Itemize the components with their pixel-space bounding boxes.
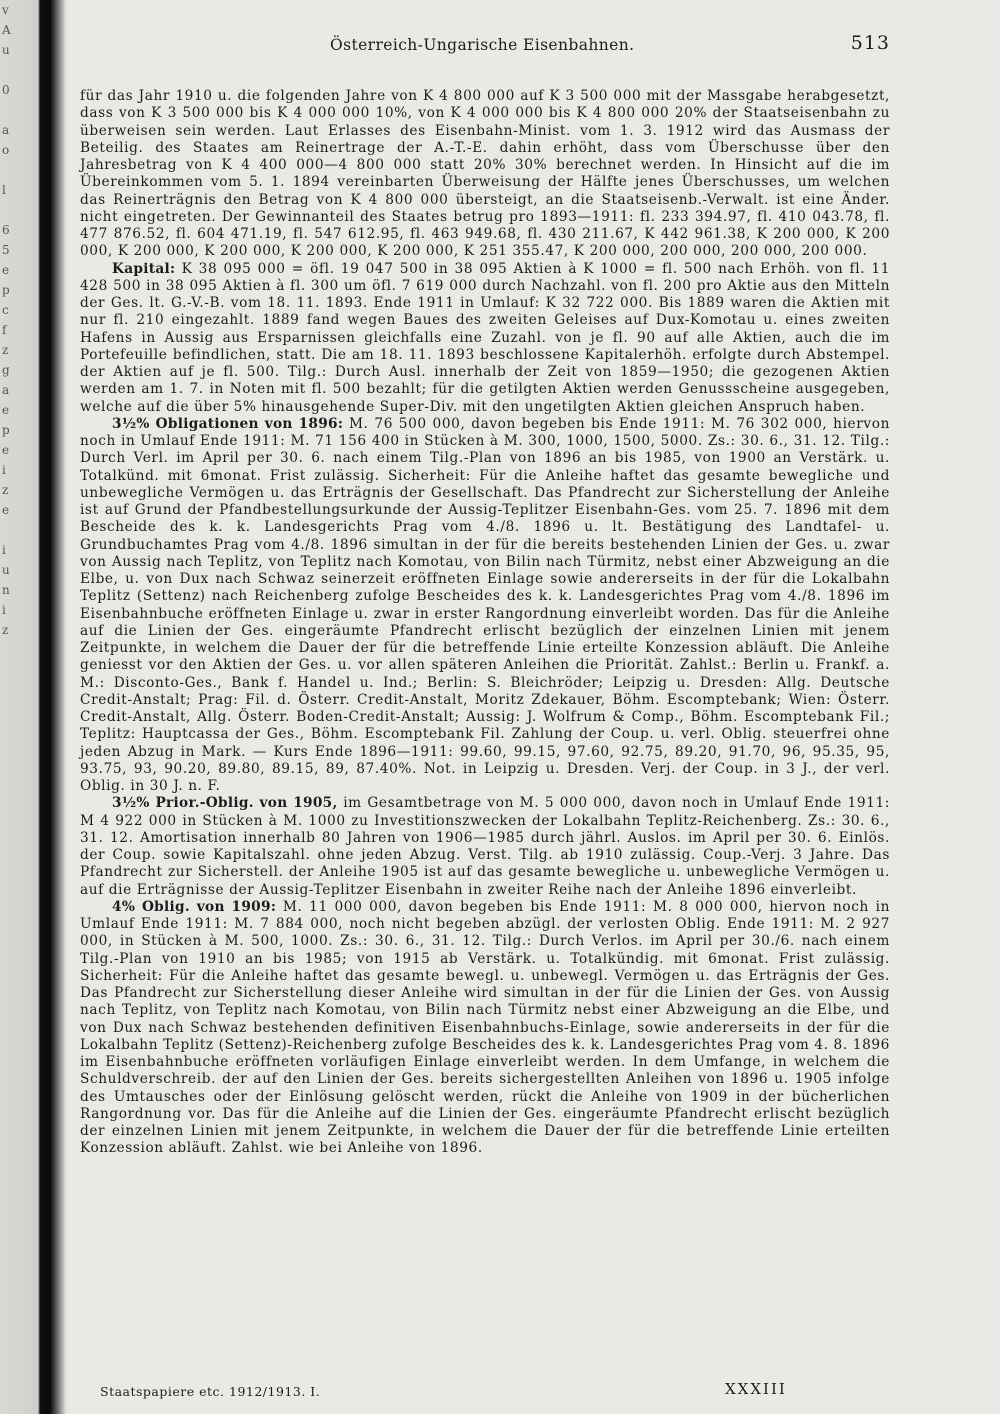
- paragraph-body: im Gesamtbetrage von M. 5 000 000, davon noch in Umlauf Ende 1911: M 4 922 000 in Stücken à M. 1000 zu Investitionszwecken der Lokalbahn Teplitz-Reichenberg. Zs.: 30. 6., 31. 12. Amortisation innerhalb 80 Jahren von 1906—1985 durch jährl. Auslos. im April per 30. 6. Einlös. der Coup. sowie Kapitalszahl. ohne jeden Abzug. Verst. Tilg. ab 1910 zulässig. Coup.-Verj. 3 Jahre. Das Pfandrecht zur Sicherstell. der Anleihe 1905 ist auf das gesamte bewegliche u. unbewegliche Vermögen u. auf die Erträgnisse der Aussig-Teplitzer Eisenbahn in zweiter Reihe nach der Anleihe 1896 einverleibt.: [80, 795, 890, 898]
- previous-page-fragment: 6: [2, 223, 10, 237]
- paragraph-body: für das Jahr 1910 u. die folgenden Jahre von K 4 800 000 auf K 3 500 000 mit der Massgabe herabgesetzt, dass von K 3 500 000 bis K 4 000 000 10%, von K 4 000 000 bis K 4 800 000 20% der Staatseisenbahn zu überweisen sein werden. Laut Erlasses des Eisenbahn-Minist. vom 1. 3. 1912 wird das Ausmass der Beteilig. des Staates am Reinertrage der A.-T.-E. dahin erhöht, dass vom Überschusse über den Jahresbetrag von K 4 400 000—4 800 000 statt 20% 30% berechnet werden. In Hinsicht auf die im Übereinkommen vom 5. 1. 1894 vereinbarten Überweisung der Hälfte jenes Überschusses, um welchen das Reinerträgnis den Betrag von K 4 800 000 übersteigt, an die Staatseisenb.-Verwalt. ist eine Änder. nicht eingetreten. Der Gewinnanteil des Staates betrug pro 1893—1911: fl. 233 394.97, fl. 410 043.78, fl. 477 876.52, fl. 604 471.19, fl. 547 612.95, fl. 463 949.68, fl. 430 211.67, K 442 961.38, K 200 000, K 200 000, K 200 000, K 200 000, K 200 000, K 200 000, K 251 355.47, K 200 000, 200 000, 200 000, 200 000.: [80, 88, 890, 260]
- previous-page-fragment: [0, 520, 40, 540]
- previous-page-edge: [0, 0, 40, 1414]
- previous-page-fragment: 0: [2, 83, 10, 97]
- body-text: [80, 88, 890, 1158]
- book-page: [80, 30, 890, 1400]
- paragraph-heading: 4% Oblig. von 1909:: [112, 898, 277, 915]
- previous-page-fragment: g: [2, 363, 10, 377]
- signature-mark: XXXIII: [725, 1380, 787, 1398]
- footer-source: Staatspapiere etc. 1912/1913. I.: [100, 1384, 321, 1399]
- page-number: 513: [850, 32, 890, 54]
- paragraph-body: M. 76 500 000, davon begeben bis Ende 1911: M. 76 302 000, hiervon noch in Umlauf Ende 1911: M. 71 156 400 in Stücken à M. 300, 1000, 1500, 5000. Zs.: 30. 6., 31. 12. Tilg.: Durch Verl. im April per 30. 6. nach einem Tilg.-Plan von 1896 an bis 1985, von 1900 an Verstärk. u. Totalkünd. mit 6monat. Frist zulässig. Sicherheit: Für die Anleihe haftet das gesamte bewegliche und unbewegliche Vermögen u. das Erträgnis der Gesellschaft. Das Pfandrecht zur Sicherstellung der Anleihe ist auf Grund der Pfandbestellungsurkunde der Aussig-Teplitzer Eisenbahn-Ges. vom 25. 7. 1896 mit dem Bescheide des k. k. Landesgerichts Prag vom 4./8. 1896 u. lt. Bestätigung des Landtafel- u. Grundbuchamtes Prag vom 4./8. 1896 simultan in der für die bereits bestehenden Linien der Ges. u. zwar von Aussig nach Teplitz, von Teplitz nach Komotau, von Bilin nach Türmitz, nebst einer Abzweigung an die Elbe, u. von Dux nach Schwaz seinerzeit eröffneten Einlage sowie andererseits in der für die Lokalbahn Teplitz (Settenz) nach Reichenberg zufolge Bescheides des k. k. Landesgerichtes Prag vom 4./8. 1896 im Eisenbahnbuche eröffneten Einlage u. zwar in erster Rangordnung einverleibt worden. Das für die Anleihe auf die Linien der Ges. eingeräumte Pfandrecht erlischt bezüglich der einzelnen Linien mit jenem Zeitpunkte, in welchem die Dauer der für die betreffende Linie erteilte Konzession abläuft. Die Anleihe geniesst vor den Aktien der Ges. u. vor allen späteren Anleihen die Priorität. Zahlst.: Berlin u. Frankf. a. M.: Disconto-Ges., Bank f. Handel u. Ind.; Berlin: S. Bleichröder; Leipzig u. Dresden: Allg. Deutsche Credit-Anstalt; Prag: Fil. d. Österr. Credit-Anstalt, Moritz Zdekauer, Böhm. Escomptebank; Wien: Österr. Credit-Anstalt, Allg. Österr. Boden-Credit-Anstalt; Aussig: J. Wolfrum & Comp., Böhm. Escomptebank Fil.; Teplitz: Hauptcassa der Ges., Böhm. Escomptebank Fil. Zahlung der Coup. u. verl. Oblig. steuerfrei ohne jeden Abzug in Mark. — Kurs Ende 1896—1911: 99.60, 99.15, 97.60, 92.75, 89.20, 91.70, 96, 95.35, 95, 93.75, 93, 90.20, 89.80, 89.15, 89, 87.40%. Not. in Leipzig u. Dresden. Verj. der Coup. in 3 J., der verl. Oblig. in 30 J. n. F.: [80, 415, 890, 794]
- page-footer: [80, 1380, 890, 1404]
- previous-page-fragment: v: [2, 3, 9, 17]
- previous-page-fragment: z: [2, 483, 9, 497]
- paragraph-heading: 3½% Prior.-Oblig. von 1905,: [112, 795, 338, 812]
- paragraph-prior-oblig-1905: [80, 795, 890, 899]
- paragraph-oblig-1909: [80, 899, 890, 1158]
- previous-page-fragment: a: [2, 123, 10, 137]
- previous-page-fragment: p: [2, 423, 10, 437]
- previous-page-fragment: p: [2, 283, 10, 297]
- paragraph-heading: 3½% Obligationen von 1896:: [112, 415, 344, 432]
- paragraph-obligationen-1896: [80, 416, 890, 796]
- previous-page-fragment: 5: [2, 243, 10, 257]
- previous-page-fragment: A: [2, 23, 11, 37]
- previous-page-fragment: i: [2, 543, 6, 557]
- previous-page-fragment: e: [2, 443, 10, 457]
- previous-page-fragment: i: [2, 463, 6, 477]
- paragraph-kapital: [80, 261, 890, 416]
- previous-page-fragment: [0, 160, 40, 180]
- page-title: Österreich-Ungarische Eisenbahnen.: [330, 36, 635, 54]
- previous-page-fragment: e: [2, 503, 10, 517]
- previous-page-fragment: i: [2, 603, 6, 617]
- previous-page-fragment: f: [2, 323, 7, 337]
- paragraph-body: K 38 095 000 = öfl. 19 047 500 in 38 095 Aktien à K 1000 = fl. 500 nach Erhöh. von fl. 11 428 500 in 38 095 Aktien à fl. 300 um öfl. 7 619 000 durch Nachzahl. von fl. 200 pro Aktie aus den Mitteln der Ges. lt. G.-V.-B. vom 18. 11. 1893. Ende 1911 in Umlauf: K 32 722 000. Bis 1889 waren die Aktien mit nur fl. 210 eingezahlt. 1889 fand wegen Baues des zweiten Geleises auf Dux-Komotau u. eines zweiten Hafens in Aussig aus Ersparnissen gleichfalls eine Zuzahl. von je fl. 90 auf alle Aktien, auch die im Portefeuille befindlichen, statt. Die am 18. 11. 1893 beschlossene Kapitalerhöh. erfolgte durch Abstempel. der Aktien auf je fl. 500. Tilg.: Durch Ausl. innerhalb der Zeit von 1859—1950; die gezogenen Aktien werden am 1. 7. in Noten mit fl. 500 bezahlt; für die getilgten Aktien werden Genussscheine ausgegeben, welche auf die über 5% hinausgehende Super-Div. mit den ungetilgten Aktien gleichen Anspruch haben.: [80, 260, 890, 415]
- running-head: [80, 30, 890, 60]
- paragraph-heading: Kapital:: [112, 260, 176, 277]
- paragraph-intro: [80, 88, 890, 261]
- previous-page-fragment: l: [2, 183, 6, 197]
- previous-page-fragment: z: [2, 343, 9, 357]
- previous-page-fragment: [0, 100, 40, 120]
- previous-page-fragment: c: [2, 303, 9, 317]
- previous-page-fragment: a: [2, 383, 10, 397]
- previous-page-fragment: u: [2, 43, 10, 57]
- previous-page-fragment: o: [2, 143, 10, 157]
- previous-page-fragment: e: [2, 403, 10, 417]
- previous-page-fragment: e: [2, 263, 10, 277]
- previous-page-fragment: u: [2, 563, 10, 577]
- paragraph-body: M. 11 000 000, davon begeben bis Ende 1911: M. 8 000 000, hiervon noch in Umlauf Ende 1911: M. 7 884 000, noch nicht begeben abzügl. der verlosten Oblig. Ende 1911: M. 2 927 000, in Stücken à M. 500, 1000. Zs.: 30. 6., 31. 12. Tilg.: Durch Verlos. im April per 30./6. nach einem Tilg.-Plan von 1910 an bis 1985; von 1915 ab Verstärk. u. Totalkündig. mit 6monat. Frist zulässig. Sicherheit: Für die Anleihe haftet das gesamte bewegl. u. unbewegl. Vermögen u. das Erträgnis der Ges. Das Pfandrecht zur Sicherstellung dieser Anleihe wird simultan in der für die Linien der Ges. von Aussig nach Teplitz, von Teplitz nach Komotau, von Bilin nach Türmitz nebst einer Abzweigung an die Elbe, und von Dux nach Schwaz bestehenden definitiven Eisenbahnbuchs-Einlage, sowie andererseits in der für die Lokalbahn Teplitz (Settenz)-Reichenberg zufolge Bescheides des k. k. Landesgerichtes Prag vom 4. 8. 1896 im Eisenbahnbuche eröffneten vorläufigen Einlage einverleibt werden. In dem Umfange, in welchem die Schuldverschreib. der auf den Linien der Ges. bereits sichergestellten Anleihen von 1896 u. 1905 infolge des Umtausches oder der Einlösung gelöscht werden, rückt die Anleihe von 1909 in der bücherlichen Rangordnung vor. Das für die Anleihe auf die Linien der Ges. eingeräumte Pfandrecht erlischt bezüglich der einzelnen Linien mit jenem Zeitpunkte, in welchem die Dauer der für die betreffende Linie erteilten Konzession abläuft. Zahlst. wie bei Anleihe von 1896.: [80, 898, 890, 1157]
- previous-page-fragment: z: [2, 623, 9, 637]
- previous-page-fragment: [0, 60, 40, 80]
- previous-page-fragment: n: [2, 583, 10, 597]
- previous-page-fragment: [0, 200, 40, 220]
